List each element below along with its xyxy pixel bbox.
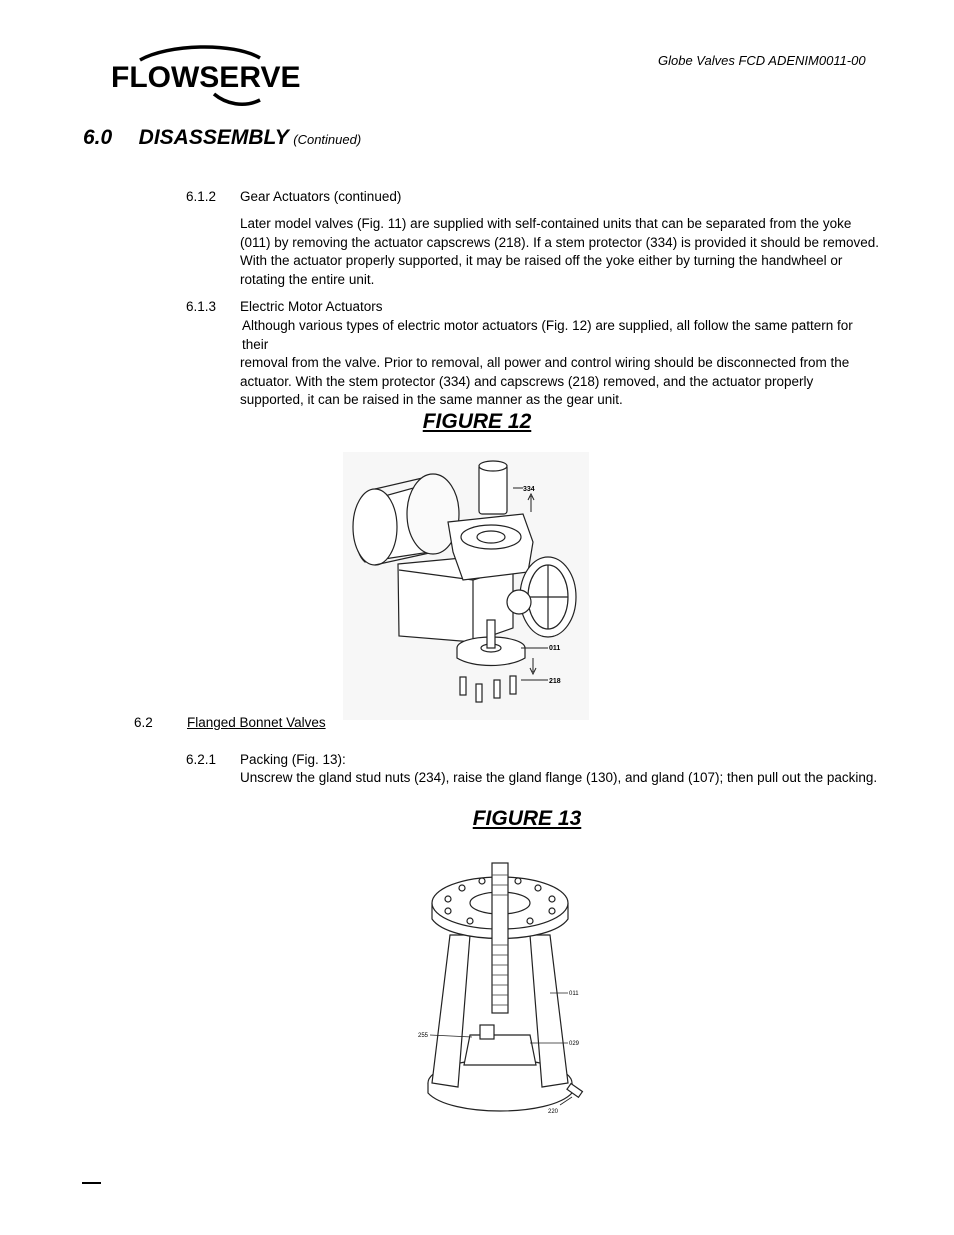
- section-heading: [83, 126, 361, 150]
- subsection-heading: Packing (Fig. 13):: [240, 752, 346, 767]
- paragraph-line: rotating the entire unit.: [240, 271, 375, 287]
- paragraph: [240, 317, 880, 410]
- section-title: DISASSEMBLY: [138, 126, 289, 149]
- paragraph-line: With the actuator properly supported, it may be raised off the yoke either by turning the handwheel or: [240, 253, 843, 269]
- figure-13-label: 011: [569, 991, 579, 997]
- flowserve-logo: [108, 42, 301, 112]
- figure-12-label: 011: [549, 645, 561, 652]
- section-subtitle: (Continued): [293, 132, 362, 147]
- footer-rule: [82, 1182, 101, 1184]
- section-heading-link: Flanged Bonnet Valves: [187, 715, 326, 730]
- paragraph: Unscrew the gland stud nuts (234), raise the gland flange (130), and gland (107); then pull out the packing.: [240, 770, 878, 785]
- electric-actuator-illustration: [343, 452, 589, 720]
- document-reference: Globe Valves FCD ADENIM0011-00: [658, 53, 866, 68]
- subsection-number: 6.1.2: [186, 189, 217, 204]
- subsection-heading: Gear Actuators (continued): [240, 189, 402, 204]
- figure-13-drawing: [410, 855, 590, 1125]
- paragraph: [240, 215, 880, 289]
- paragraph-line: (011) by removing the actuator capscrews (218). If a stem protector (334) is provided it should be removed.: [240, 234, 880, 250]
- paragraph-line: removal from the valve. Prior to removal, all power and control wiring should be disconnected from the: [240, 355, 850, 371]
- figure-13-title: FIGURE 13: [472, 807, 582, 830]
- subsection-heading: Electric Motor Actuators: [240, 299, 383, 314]
- figure-12-drawing: [343, 452, 589, 720]
- subsection-number: 6.1.3: [186, 299, 217, 314]
- subsection-number: 6.2.1: [186, 752, 217, 767]
- paragraph-line: Later model valves (Fig. 11) are supplied with self-contained units that can be separated from the yoke: [240, 216, 852, 231]
- figure-12-label: 218: [549, 678, 561, 685]
- figure-12-label: 334: [523, 486, 535, 493]
- section-number: 6.0: [83, 126, 113, 149]
- figure-13-label: 255: [418, 1033, 429, 1039]
- paragraph-line: Although various types of electric motor actuators (Fig. 12) are supplied, all follow the same pattern for their: [242, 318, 853, 352]
- logo-text: FLOWSERVE: [111, 61, 301, 94]
- paragraph-line: supported, it can be raised in the same manner as the gear unit.: [240, 392, 623, 408]
- paragraph-line: actuator. With the stem protector (334) and capscrews (218) removed, and the actuator properly: [240, 373, 814, 389]
- figure-13-label: 220: [548, 1109, 559, 1115]
- section-number: 6.2: [134, 715, 153, 730]
- figure-12-title: FIGURE 12: [422, 410, 532, 433]
- flanged-bonnet-illustration: [410, 855, 590, 1125]
- figure-13-label: 029: [569, 1041, 580, 1047]
